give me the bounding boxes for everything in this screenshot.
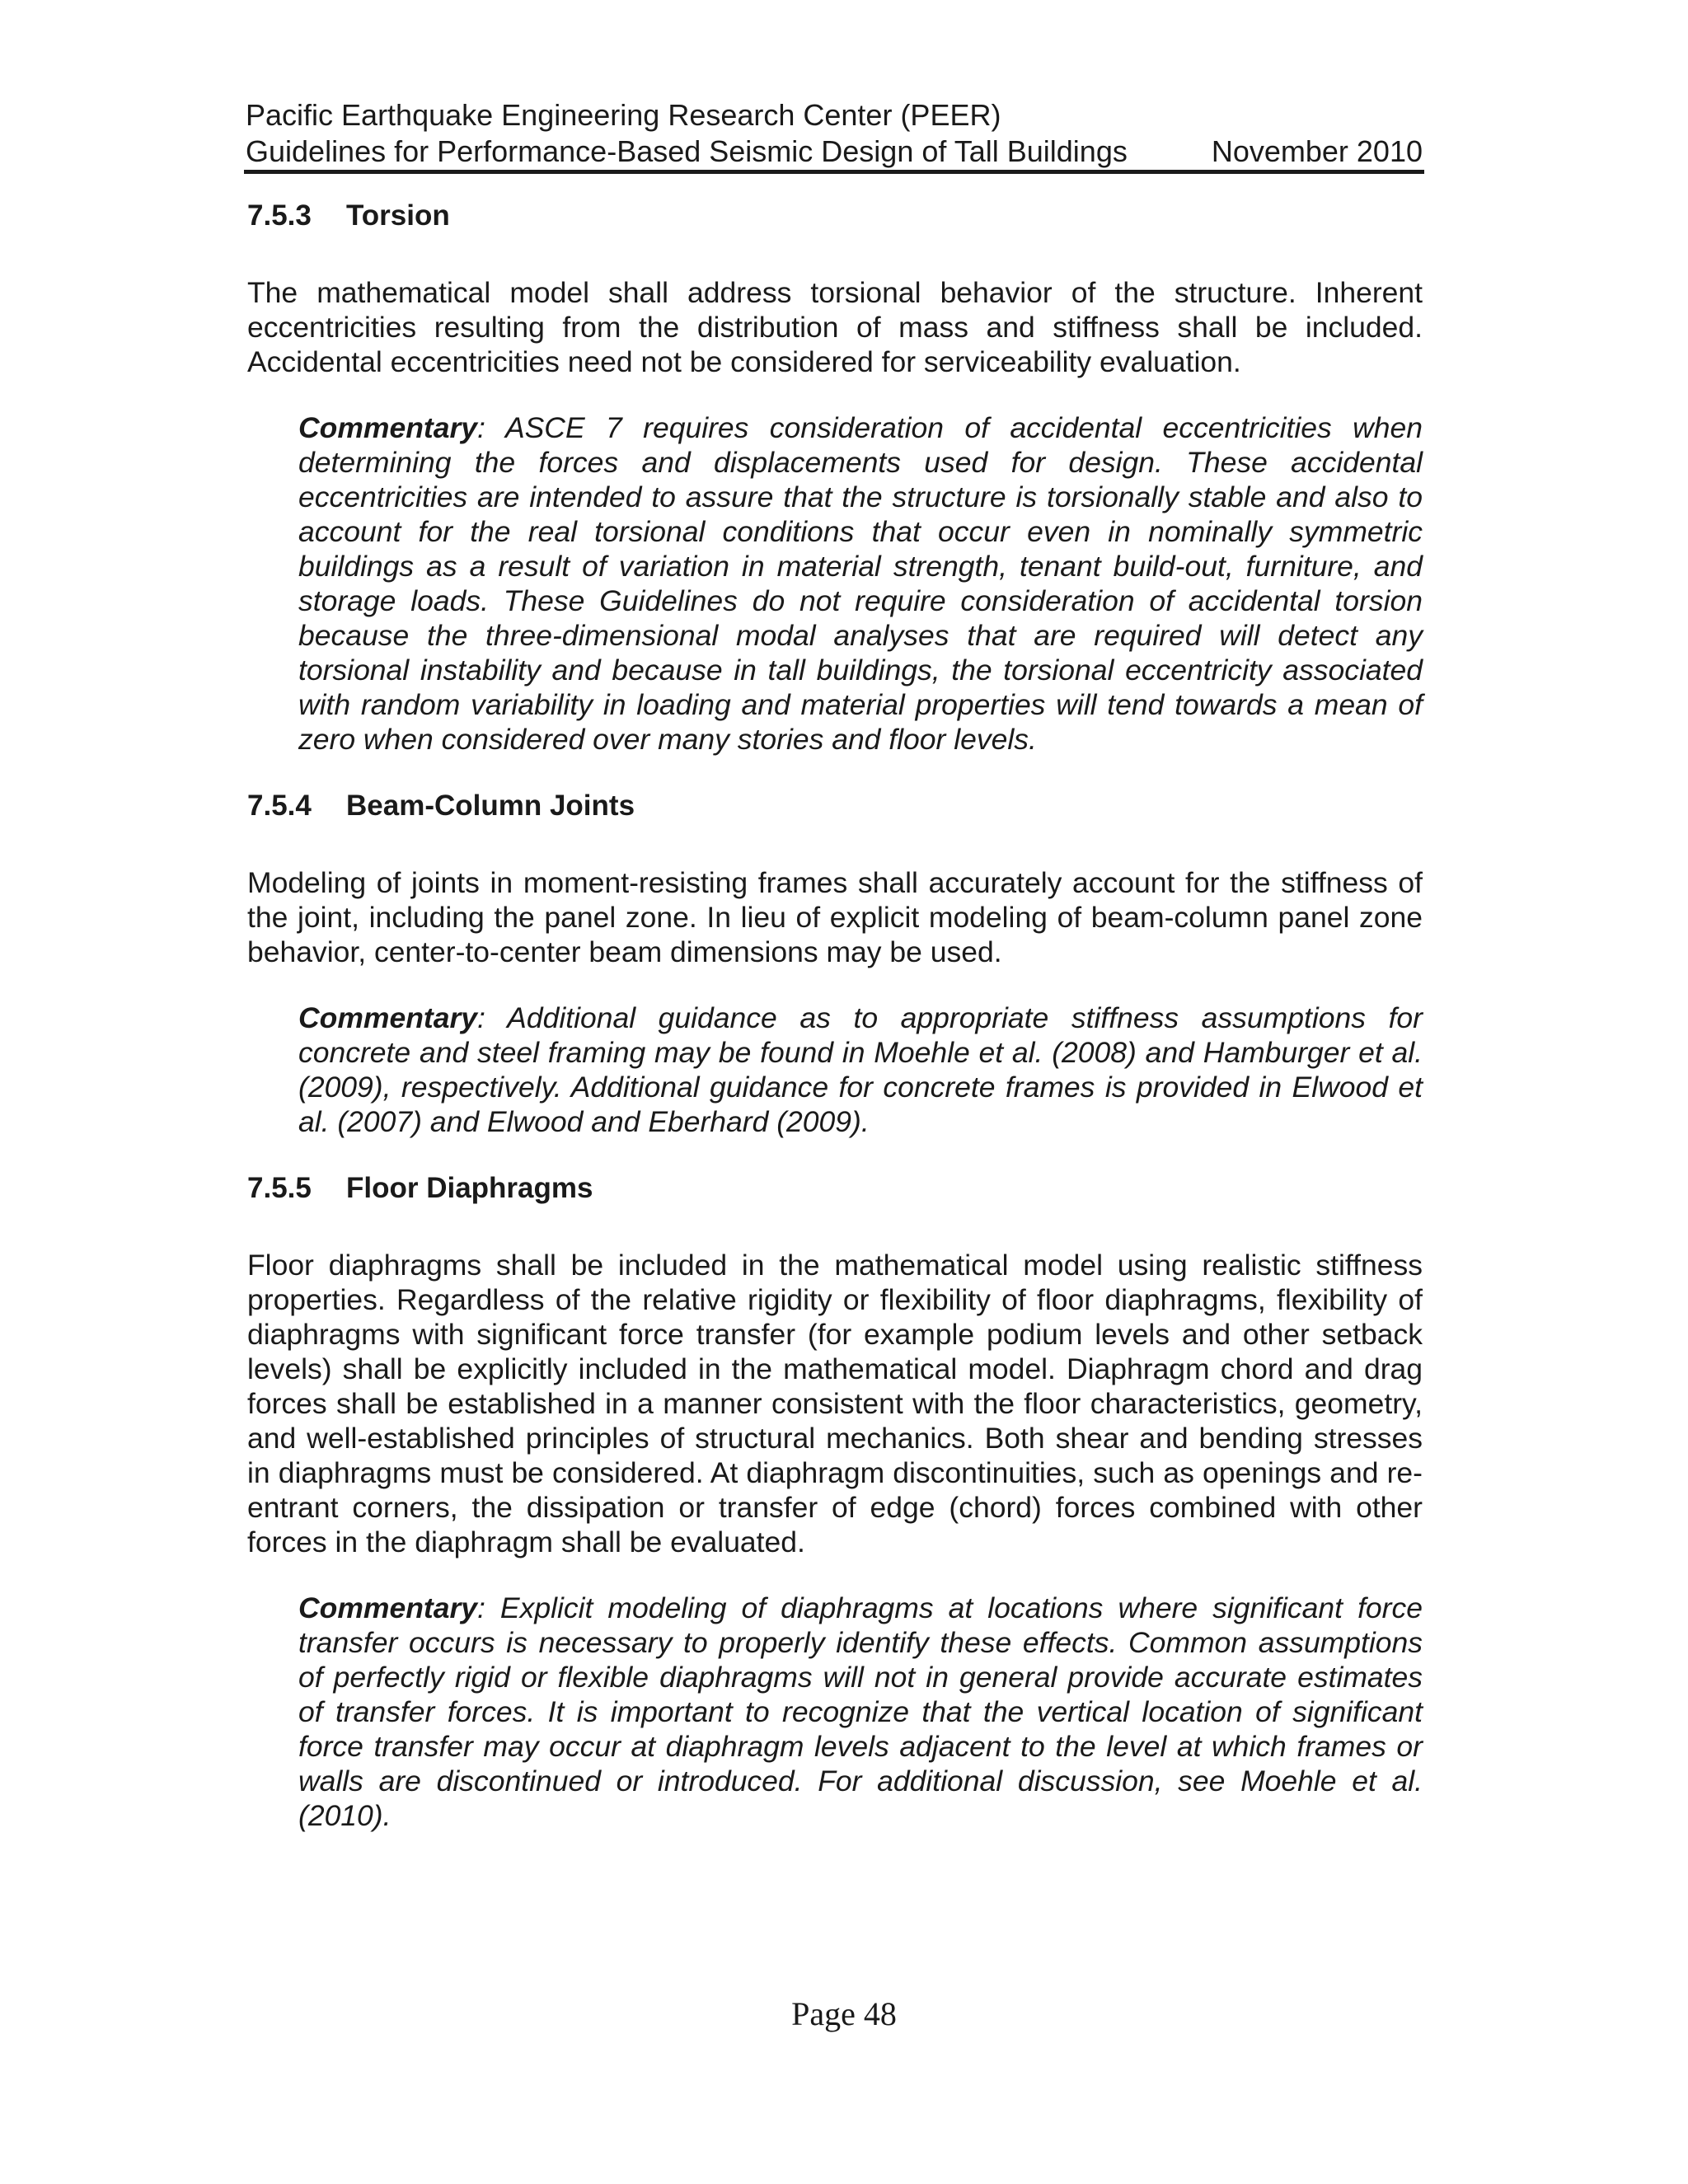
commentary-text: : Additional guidance as to appropriate stiffness assumptions for concrete and steel framing may be found in Moehle et al. (2008) and Hamburger et al. (2009), respectively. Additional guidance for concrete frames is provided in Elwood et al. (2007) and Elwood and Eberhard (2009). [298, 1001, 1423, 1138]
section-body: Modeling of joints in moment-resisting frames shall accurately account for the stiffness of the joint, including the panel zone. In lieu of explicit modeling of beam-column panel zone behavior, center-to-center beam dimensions may be used. [247, 866, 1423, 968]
section-body: Floor diaphragms shall be included in the mathematical model using realistic stiffness properties. Regardless of the relative rigidity or flexibility of floor diaphragms, flexibility of diaphragms with significant force transfer (for example podium levels and other setback levels) shall be explicitly included in the mathematical model. Diaphragm chord and drag forces shall be established in a manner consistent with the floor characteristics, geometry, and well-established principles of structural mechanics. Both shear and bending stresses in diaphragms must be considered. At diaphragm discontinuities, such as openings and re-entrant corners, the dissipation or transfer of edge (chord) forces combined with other forces in the diaphragm shall be evaluated. [247, 1249, 1423, 1558]
section-number: 7.5.5 [247, 1172, 312, 1204]
section-torsion [247, 198, 1423, 757]
page-content [247, 198, 1423, 1833]
header-line-1 [246, 97, 1423, 134]
page-number: Page 48 [791, 1995, 897, 2032]
commentary-label: Commentary [298, 411, 478, 444]
section-beam-column-joints [247, 788, 1423, 1139]
commentary-block [298, 410, 1423, 757]
section-number: 7.5.4 [247, 790, 312, 822]
commentary-text: : Explicit modeling of diaphragms at locations where significant force transfer occurs is necessary to properly identify these effects. Common assumptions of perfectly rigid or flexible diaphragms will not in general provide accurate estimates of transfer forces. It is important to recognize that the vertical location of significant force transfer may occur at diaphragm levels adjacent to the level at which frames or walls are discontinued or introduced. For additional discussion, see Moehle et al. (2010). [298, 1591, 1423, 1832]
header-date: November 2010 [1211, 134, 1423, 168]
commentary-block [298, 1591, 1423, 1833]
commentary-text: : ASCE 7 requires consideration of accidental eccentricities when determining the forces and displacements used for design. These accidental eccentricities are intended to assure that the structure is torsionally stable and also to account for the real torsional conditions that occur even in nominally symmetric buildings as a result of variation in material strength, tenant build-out, furniture, and storage loads. These Guidelines do not require consideration of accidental torsion because the three-dimensional modal analyses that are required will detect any torsional instability and because in tall buildings, the torsional eccentricity associated with random variability in loading and material properties will tend towards a mean of zero when considered over many stories and floor levels. [298, 411, 1423, 756]
commentary-label: Commentary [298, 1001, 478, 1034]
section-title: Beam-Column Joints [346, 790, 635, 822]
section-body: The mathematical model shall address torsional behavior of the structure. Inherent eccentricities resulting from the distribution of mass and stiffness shall be included. Accidental eccentricities need not be considered for serviceability evaluation. [247, 276, 1423, 378]
header-rule [244, 170, 1424, 174]
commentary-block [298, 1001, 1423, 1139]
header-organization: Pacific Earthquake Engineering Research Center (PEER) [246, 98, 1001, 132]
section-title: Torsion [346, 199, 450, 232]
section-heading [247, 788, 1423, 824]
section-heading [247, 198, 1423, 234]
section-title: Floor Diaphragms [346, 1172, 593, 1204]
section-heading [247, 1170, 1423, 1207]
header-line-2 [246, 134, 1423, 170]
commentary-label: Commentary [298, 1591, 478, 1624]
section-number: 7.5.3 [247, 199, 312, 232]
header-document-title: Guidelines for Performance-Based Seismic Design of Tall Buildings [246, 134, 1128, 168]
section-floor-diaphragms [247, 1170, 1423, 1833]
page-header [246, 97, 1423, 170]
